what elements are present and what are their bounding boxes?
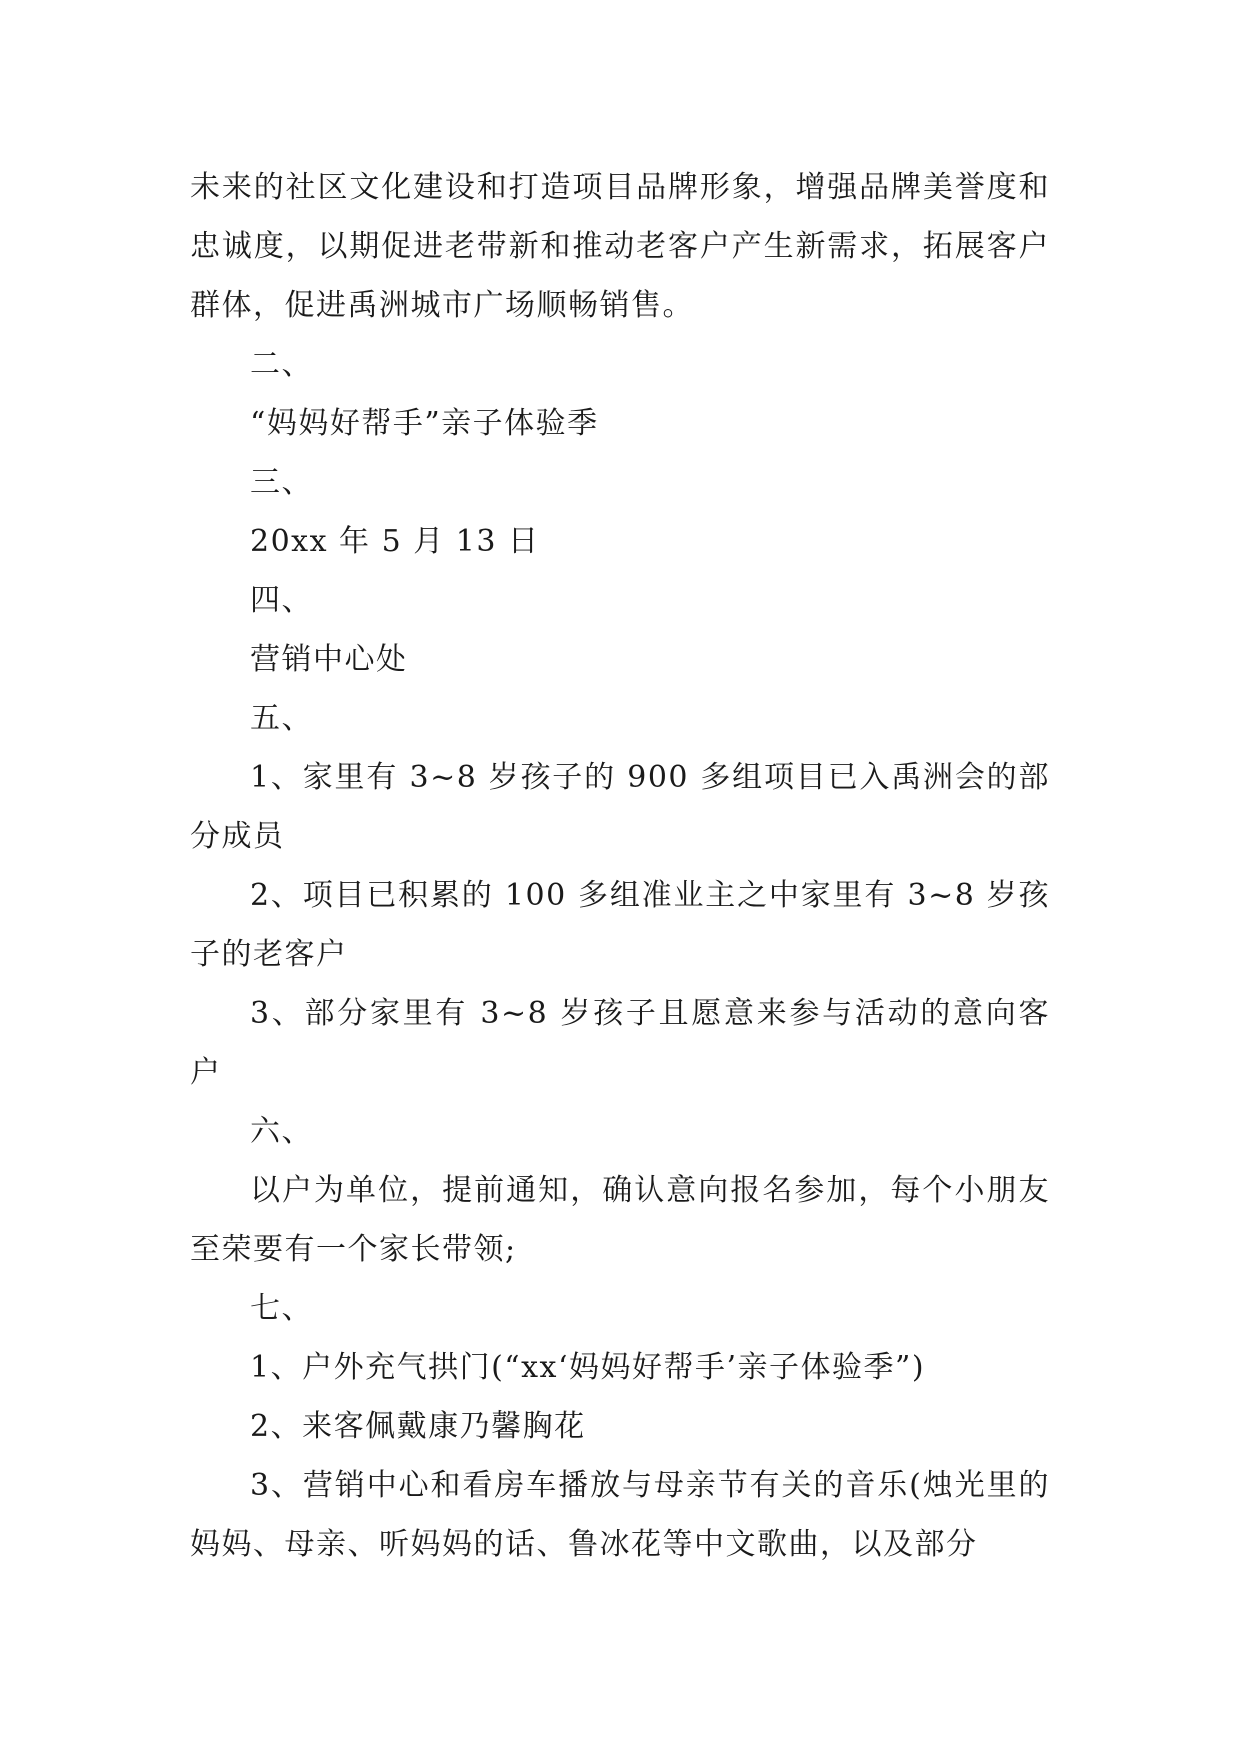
participation-rule: 以户为单位，提前通知，确认意向报名参加，每个小朋友至荣要有一个家长带领; bbox=[190, 1173, 1050, 1267]
section-heading-2: 二、 bbox=[250, 347, 313, 382]
activity-theme: “妈妈好帮手”亲子体验季 bbox=[250, 406, 599, 441]
section-heading-3: 三、 bbox=[250, 465, 313, 500]
setup-item-2: 2、来客佩戴康乃馨胸花 bbox=[250, 1409, 586, 1444]
activity-location: 营销中心处 bbox=[250, 642, 408, 677]
activity-date: 20xx 年 5 月 13 日 bbox=[250, 524, 540, 559]
section-heading-5: 五、 bbox=[250, 701, 313, 736]
target-audience-3: 3、部分家里有 3~8 岁孩子且愿意来参与活动的意向客户 bbox=[190, 996, 1050, 1090]
document-body bbox=[190, 158, 1050, 1574]
target-audience-1: 1、家里有 3~8 岁孩子的 900 多组项目已入禹洲会的部分成员 bbox=[190, 760, 1050, 854]
setup-item-3: 3、营销中心和看房车播放与母亲节有关的音乐(烛光里的妈妈、母亲、听妈妈的话、鲁冰花等中文歌曲，以及部分 bbox=[190, 1468, 1050, 1562]
section-heading-4: 四、 bbox=[250, 583, 313, 618]
setup-item-1: 1、户外充气拱门(“xx‘妈妈好帮手’亲子体验季”) bbox=[250, 1350, 926, 1385]
section-heading-7: 七、 bbox=[250, 1291, 313, 1326]
section-heading-6: 六、 bbox=[250, 1114, 313, 1149]
paragraph-intro: 未来的社区文化建设和打造项目品牌形象，增强品牌美誉度和忠诚度，以期促进老带新和推动老客户产生新需求，拓展客户群体，促进禹洲城市广场顺畅销售。 bbox=[190, 170, 1050, 323]
target-audience-2: 2、项目已积累的 100 多组准业主之中家里有 3~8 岁孩子的老客户 bbox=[190, 878, 1050, 972]
